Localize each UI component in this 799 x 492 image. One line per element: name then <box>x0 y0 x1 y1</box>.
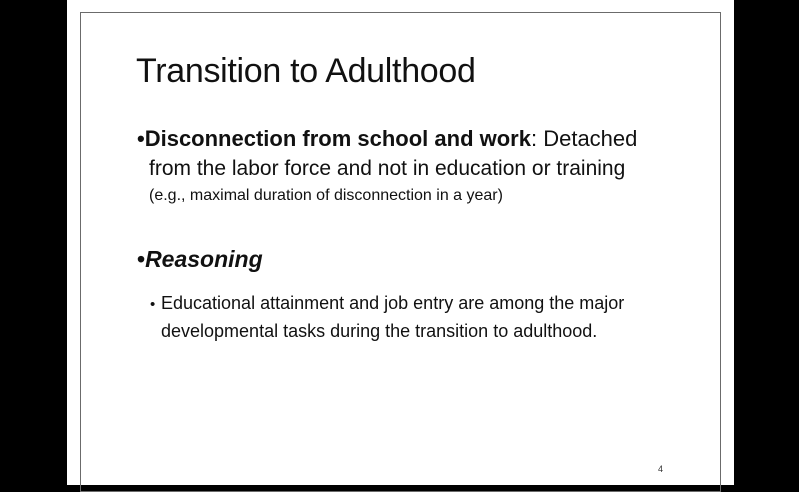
sub-bullet-line1: Educational attainment and job entry are among the major <box>161 293 625 313</box>
bullet-heading: Disconnection from school and work <box>144 126 531 151</box>
bullet-reasoning <box>137 246 263 273</box>
bullet-text-line1: : Detached <box>530 126 638 151</box>
bullet-note: (e.g., maximal duration of disconnection in a year) <box>149 187 503 204</box>
sub-bullet-reasoning <box>150 290 690 345</box>
page-number: 4 <box>658 464 664 474</box>
slide-title: Transition to Adulthood <box>136 52 476 90</box>
bullet-heading: Reasoning <box>145 246 263 272</box>
bullet-marker: • <box>137 246 146 272</box>
sub-bullet-marker: • <box>150 296 156 313</box>
bullet-text-line2: from the labor force and not in education or training <box>149 157 626 180</box>
bullet-disconnection <box>137 126 697 205</box>
sub-bullet-line2: developmental tasks during the transition to adulthood. <box>161 321 598 341</box>
bullet-marker: • <box>137 126 145 151</box>
